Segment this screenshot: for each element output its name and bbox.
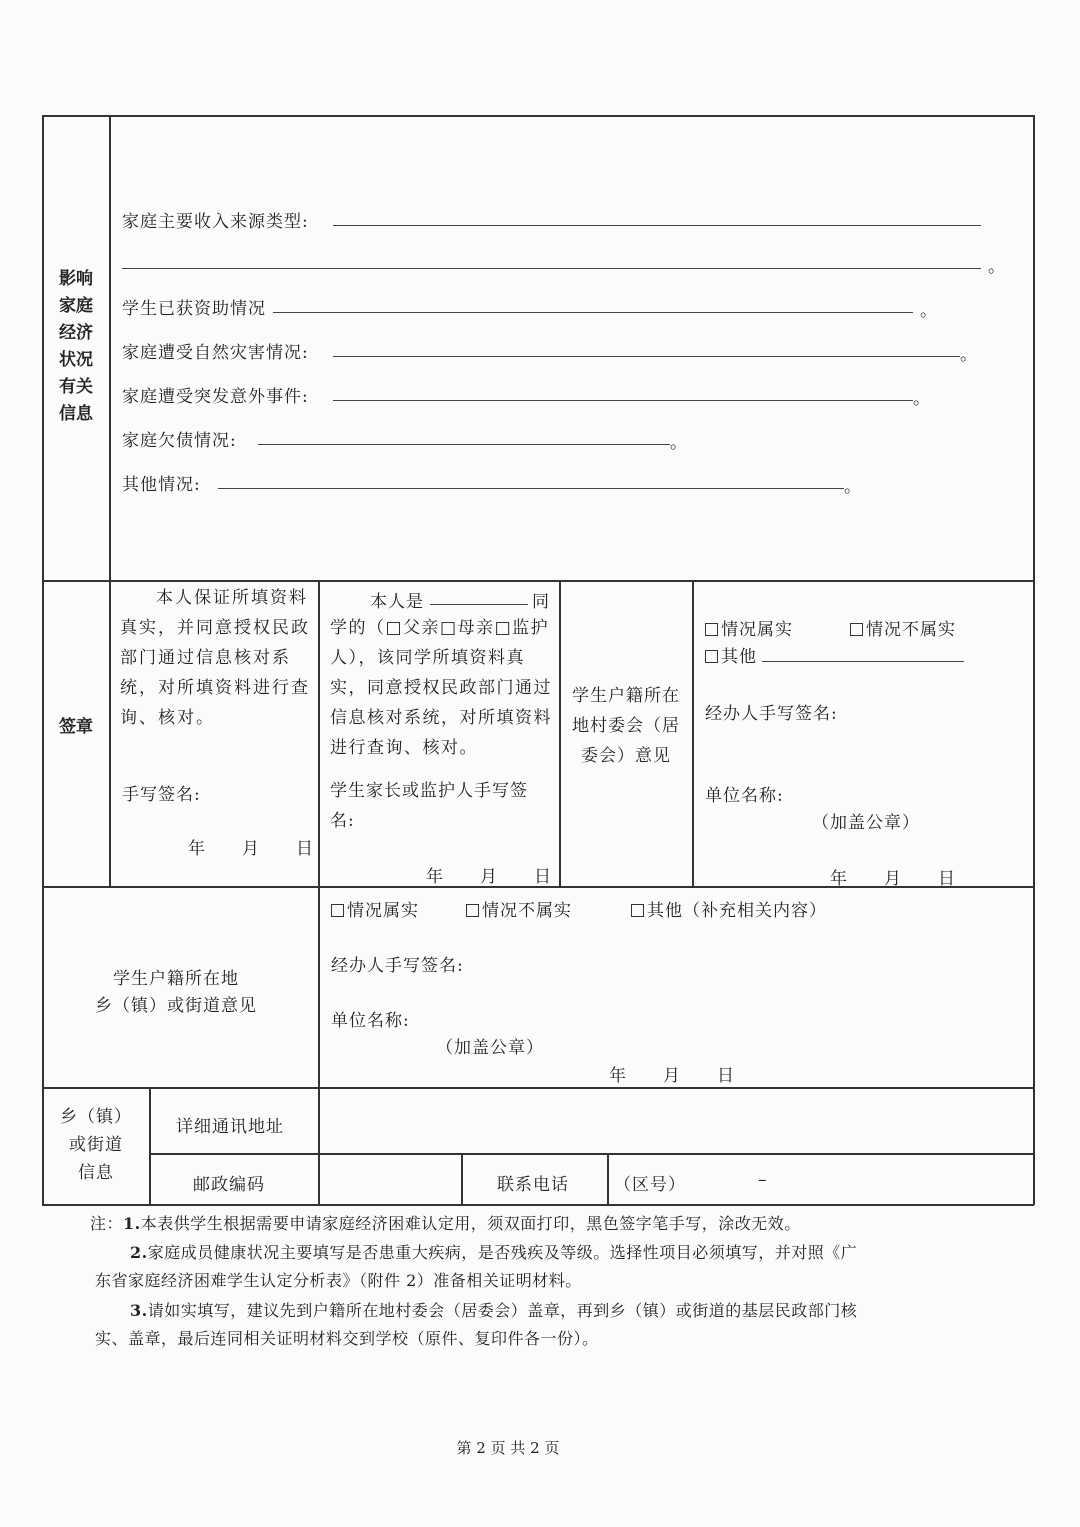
village-seal: （加盖公章）	[812, 813, 920, 833]
phone-dash: –	[758, 1170, 768, 1190]
area-code: （区号）	[614, 1175, 686, 1195]
township-seal: （加盖公章）	[436, 1038, 544, 1058]
student-statement: 本人保证所填资料真实，并同意授权民政部门通过信息核对系统，对所填资料进行查询、核对。	[120, 588, 310, 728]
village-label: 学生户籍所在地村委会（居委会）意见	[572, 686, 680, 766]
signature-label: 签章	[59, 717, 93, 737]
parent-line1b: 同	[532, 592, 550, 612]
township-date: 年 月 日	[609, 1066, 735, 1086]
economic-info-label: 影响家庭经济状况有关信息	[59, 269, 93, 424]
field-disaster-end: 。	[960, 345, 978, 365]
field-accident-line[interactable]	[333, 400, 913, 401]
page-number: 第 2 页 共 2 页	[456, 1439, 560, 1457]
field-accident-end: 。	[913, 389, 931, 409]
checkbox-icon	[850, 623, 863, 636]
field-disaster-line[interactable]	[333, 356, 960, 357]
field-disaster-label: 家庭遭受自然灾害情况:	[122, 343, 309, 363]
village-opt-true[interactable]: 情况属实	[705, 615, 793, 640]
parent-date: 年 月 日	[426, 867, 552, 887]
village-opt-false[interactable]: 情况不属实	[850, 615, 956, 640]
student-date: 年 月 日	[188, 839, 314, 859]
field-accident-label: 家庭遭受突发意外事件:	[122, 387, 309, 407]
field-income-end: 。	[988, 257, 1006, 277]
note-3b: 实、盖章，最后连同相关证明材料交到学校（原件、复印件各一份）。	[95, 1329, 599, 1348]
student-sign-label: 手写签名:	[122, 785, 201, 805]
field-debt-line[interactable]	[258, 444, 670, 445]
checkbox-icon	[705, 623, 718, 636]
township-handler-label: 经办人手写签名:	[331, 956, 464, 976]
field-debt-end: 。	[670, 433, 688, 453]
township-label-1: 学生户籍所在地	[113, 969, 239, 989]
village-other-line[interactable]	[762, 661, 964, 662]
note-3a: 3.请如实填写，建议先到户籍所在地村委会（居委会）盖章，再到乡（镇）或街道的基层民政部门核	[130, 1301, 858, 1320]
phone-label: 联系电话	[497, 1175, 569, 1195]
checkbox-icon	[705, 650, 718, 663]
note-1: 注：1.本表供学生根据需要申请家庭经济困难认定用，须双面打印，黑色签字笔手写，涂改无效。	[90, 1214, 801, 1233]
parent-sign-label: 学生家长或监护人手写签名:	[330, 781, 528, 831]
field-aid-line[interactable]	[273, 312, 913, 313]
village-date: 年 月 日	[830, 869, 956, 889]
village-unit-label: 单位名称:	[705, 786, 784, 806]
checkbox-icon	[631, 904, 644, 917]
field-other-label: 其他情况:	[122, 475, 201, 495]
contact-label: 乡（镇） 或街道 信息	[60, 1107, 132, 1183]
field-aid-label: 学生已获资助情况	[122, 299, 266, 319]
field-other-line[interactable]	[218, 488, 844, 489]
postcode-field[interactable]	[320, 1155, 460, 1203]
field-debt-label: 家庭欠债情况:	[122, 431, 237, 451]
field-income-label: 家庭主要收入来源类型:	[122, 212, 309, 232]
address-label: 详细通讯地址	[176, 1117, 284, 1137]
township-opt-false[interactable]: 情况不属实	[466, 896, 572, 921]
checkbox-icon	[331, 904, 344, 917]
address-field[interactable]	[320, 1089, 1032, 1151]
township-unit-label: 单位名称:	[331, 1011, 410, 1031]
parent-statement: 学的（□父亲□母亲□监护人），该同学所填资料真实，同意授权民政部门通过信息核对系统，对所填资料进行查询、核对。	[330, 618, 552, 758]
township-label-2: 乡（镇）或街道意见	[95, 996, 257, 1016]
postcode-label: 邮政编码	[193, 1175, 265, 1195]
village-handler-label: 经办人手写签名:	[705, 704, 838, 724]
field-income-line2[interactable]	[122, 268, 981, 269]
township-opt-other[interactable]: 其他（补充相关内容）	[631, 896, 827, 921]
field-other-end: 。	[844, 477, 862, 497]
parent-line1a: 本人是	[370, 592, 424, 612]
village-opt-other[interactable]: 其他	[705, 642, 757, 667]
checkbox-icon	[466, 904, 479, 917]
parent-student-name-line[interactable]	[430, 604, 528, 605]
note-2b: 东省家庭经济困难学生认定分析表》（附件 2）准备相关证明材料。	[95, 1271, 582, 1290]
field-aid-end: 。	[920, 301, 938, 321]
township-opt-true[interactable]: 情况属实	[331, 896, 419, 921]
field-income-line[interactable]	[333, 225, 981, 226]
note-2a: 2.家庭成员健康状况主要填写是否患重大疾病，是否残疾及等级。选择性项目必须填写，并对照《广	[130, 1243, 858, 1262]
